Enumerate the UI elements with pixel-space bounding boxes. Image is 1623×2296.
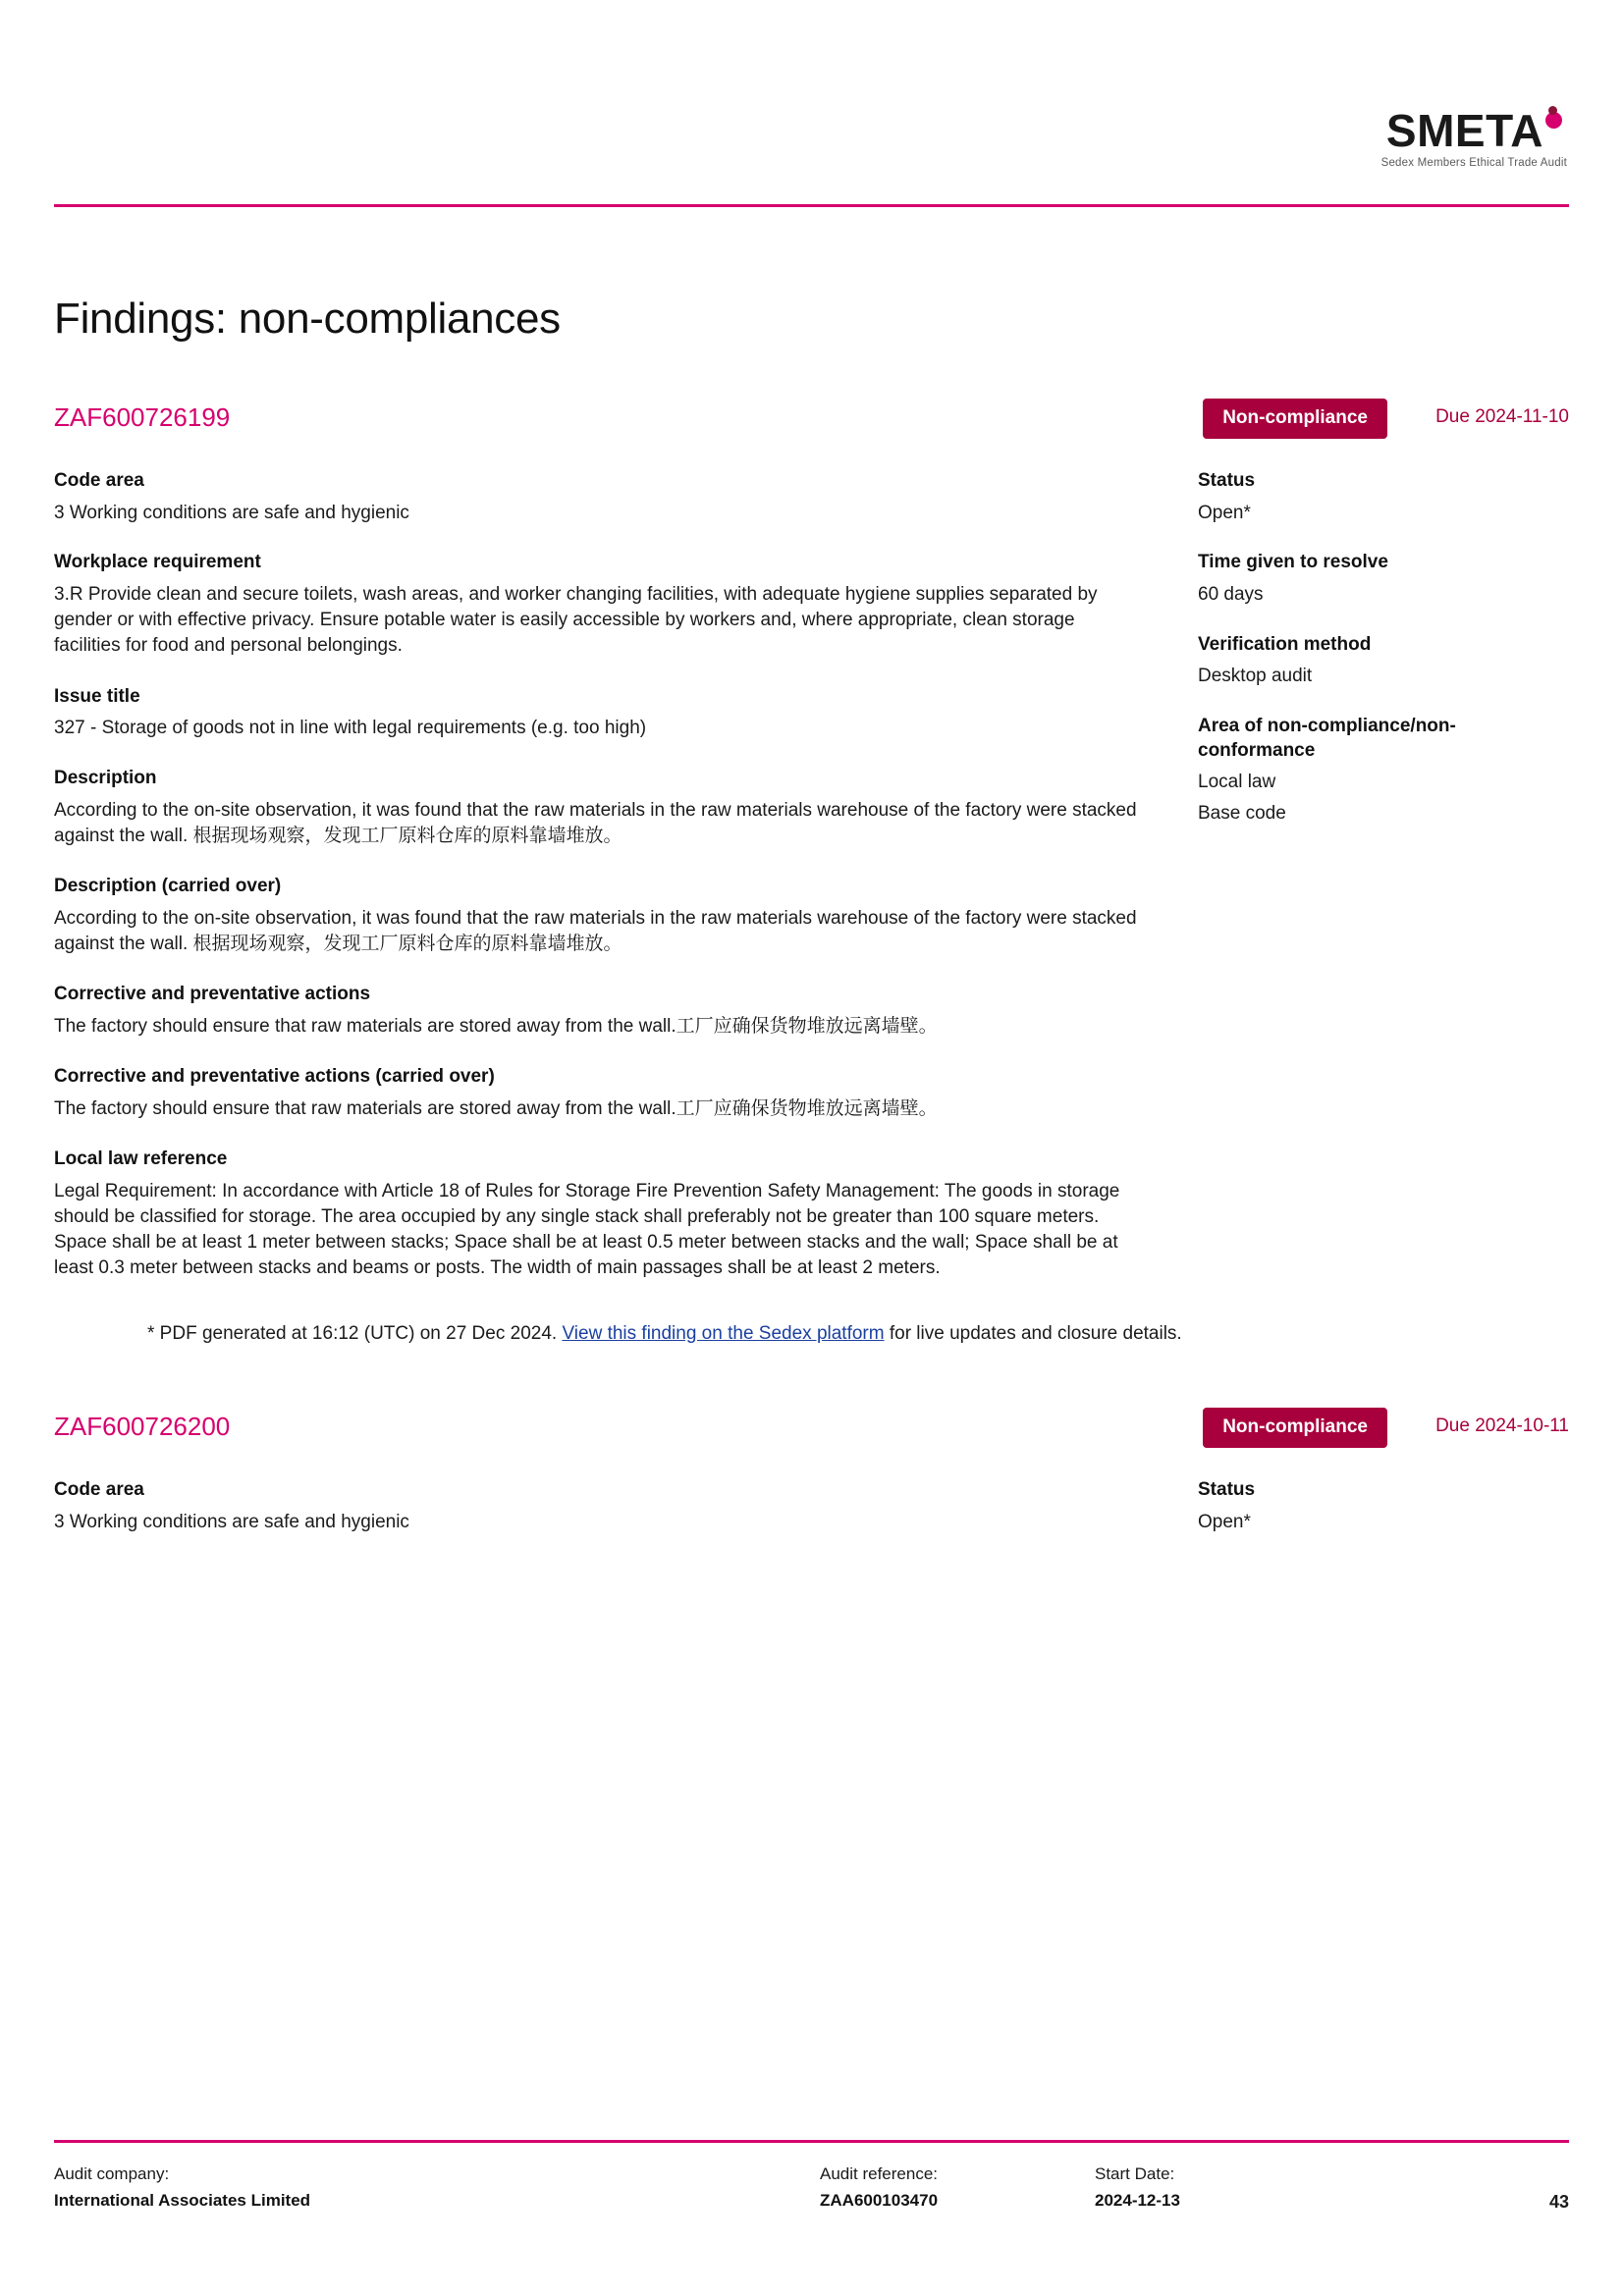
finding-id: ZAF600726200 bbox=[54, 1412, 231, 1442]
finding-block bbox=[54, 399, 1569, 1347]
note-text-before: * PDF generated at 16:12 (UTC) on 27 Dec 2024. bbox=[147, 1322, 563, 1344]
field-value: The factory should ensure that raw materials are stored away from the wall.工厂应确保货物堆放远离墙壁。 bbox=[54, 1015, 938, 1037]
field-label: Code area bbox=[54, 1479, 144, 1501]
field-value-secondary: Base code bbox=[1198, 803, 1286, 824]
page-footer bbox=[54, 2140, 1569, 2219]
status-badge: Non-compliance bbox=[1203, 399, 1387, 439]
status-badge: Non-compliance bbox=[1203, 1408, 1387, 1448]
smeta-logo bbox=[1380, 105, 1569, 170]
field-value: Legal Requirement: In accordance with Article 18 of Rules for Storage Fire Prevention Safety Management: The goods in storage should be classified for storage. The area occupied by any single stack shall preferably not be greater than 100 square meters. Space shall be at least 1 meter between stacks; Space shall be at least 0.5 meter between stacks and the wall; Space shall be at least 0.3 meter between stacks and beams or posts. The width of main passages shall be at least 2 meters. bbox=[54, 1180, 1120, 1279]
field-value: 3.R Provide clean and secure toilets, wash areas, and worker changing facilities, with adequate hygiene supplies separated by gender or with effective privacy. Ensure potable water is easily accessible by workers and, where appropriate, clean storage facilities for food and personal belongings. bbox=[54, 584, 1098, 657]
field-area-of-non-compliance bbox=[1198, 715, 1569, 827]
field-value: 3 Working conditions are safe and hygienic bbox=[54, 502, 409, 523]
field-label: Verification method bbox=[1198, 633, 1372, 655]
footer-value: 2024-12-13 bbox=[1095, 2191, 1180, 2210]
field-label: Status bbox=[1198, 470, 1256, 491]
field-description-carried-over bbox=[54, 875, 1139, 957]
finding-columns bbox=[54, 1478, 1569, 1534]
field-code-area bbox=[54, 1478, 1139, 1534]
field-status bbox=[1198, 469, 1569, 525]
field-label: Corrective and preventative actions bbox=[54, 984, 371, 1005]
sedex-platform-link[interactable]: View this finding on the Sedex platform bbox=[562, 1322, 885, 1344]
page-title: Findings: non-compliances bbox=[54, 294, 561, 343]
field-label: Description (carried over) bbox=[54, 876, 282, 897]
field-value: 3 Working conditions are safe and hygienic bbox=[54, 1511, 409, 1532]
field-status bbox=[1198, 1478, 1569, 1534]
finding-main-column bbox=[54, 469, 1198, 1282]
finding-main-column bbox=[54, 1478, 1198, 1534]
finding-side-column bbox=[1198, 469, 1569, 1282]
due-date: Due 2024-10-11 bbox=[1435, 1415, 1569, 1437]
field-description bbox=[54, 767, 1139, 849]
page-header bbox=[54, 0, 1569, 196]
field-workplace-requirement bbox=[54, 551, 1139, 659]
field-value: 327 - Storage of goods not in line with legal requirements (e.g. too high) bbox=[54, 718, 647, 739]
field-issue-title bbox=[54, 685, 1139, 741]
field-label: Issue title bbox=[54, 685, 140, 707]
field-value: According to the on-site observation, it was found that the raw materials in the raw materials warehouse of the factory were stacked against the wall. 根据现场观察，发现工厂原料仓库的原料靠墙堆放。 bbox=[54, 799, 1137, 846]
field-label: Workplace requirement bbox=[54, 552, 261, 573]
finding-block bbox=[54, 1408, 1569, 1534]
field-label: Time given to resolve bbox=[1198, 552, 1388, 573]
footer-value: ZAA600103470 bbox=[820, 2191, 939, 2210]
smeta-logo-dot-small-icon bbox=[1548, 106, 1557, 115]
finding-header bbox=[54, 399, 1569, 442]
smeta-logo-subtitle: Sedex Members Ethical Trade Audit bbox=[1380, 157, 1567, 169]
finding-header bbox=[54, 1408, 1569, 1451]
field-value: Open* bbox=[1198, 502, 1251, 523]
footer-divider bbox=[54, 2140, 1569, 2143]
field-local-law-reference bbox=[54, 1148, 1139, 1282]
finding-columns bbox=[54, 469, 1569, 1282]
field-value: According to the on-site observation, it was found that the raw materials in the raw materials warehouse of the factory were stacked against the wall. 根据现场观察，发现工厂原料仓库的原料靠墙堆放。 bbox=[54, 907, 1137, 955]
footer-start-date bbox=[1095, 2164, 1180, 2211]
field-value: The factory should ensure that raw materials are stored away from the wall.工厂应确保货物堆放远离墙壁。 bbox=[54, 1097, 938, 1119]
page-number: 43 bbox=[1548, 2192, 1569, 2212]
field-label: Area of non-compliance/non-conformance bbox=[1198, 715, 1456, 761]
field-value: Desktop audit bbox=[1198, 666, 1313, 687]
field-label: Status bbox=[1198, 1479, 1256, 1501]
finding-id: ZAF600726199 bbox=[54, 402, 231, 432]
field-value: Local law bbox=[1198, 772, 1276, 793]
field-label: Corrective and preventative actions (carried over) bbox=[54, 1066, 495, 1088]
field-corrective-actions bbox=[54, 983, 1139, 1040]
field-label: Code area bbox=[54, 470, 144, 491]
footer-row bbox=[54, 2164, 1569, 2219]
field-corrective-actions-carried-over bbox=[54, 1065, 1139, 1122]
field-label: Local law reference bbox=[54, 1148, 228, 1170]
due-date: Due 2024-11-10 bbox=[1435, 406, 1569, 427]
footer-audit-reference bbox=[820, 2164, 938, 2211]
footer-label: Start Date: bbox=[1095, 2164, 1175, 2183]
field-value: Open* bbox=[1198, 1511, 1251, 1532]
note-text-after: for live updates and closure details. bbox=[884, 1322, 1182, 1344]
field-value: 60 days bbox=[1198, 584, 1264, 606]
footer-label: Audit reference: bbox=[820, 2164, 939, 2183]
field-verification-method bbox=[1198, 633, 1569, 689]
header-divider bbox=[54, 204, 1569, 207]
field-time-given-to-resolve bbox=[1198, 551, 1569, 607]
footer-label: Audit company: bbox=[54, 2164, 170, 2183]
smeta-logo-wordmark: SMETA bbox=[1385, 105, 1543, 156]
footer-audit-company bbox=[54, 2164, 310, 2211]
field-code-area bbox=[54, 469, 1139, 525]
pdf-generated-note bbox=[147, 1321, 1569, 1348]
finding-side-column bbox=[1198, 1478, 1569, 1534]
field-label: Description bbox=[54, 768, 157, 788]
footer-value: International Associates Limited bbox=[54, 2191, 311, 2210]
